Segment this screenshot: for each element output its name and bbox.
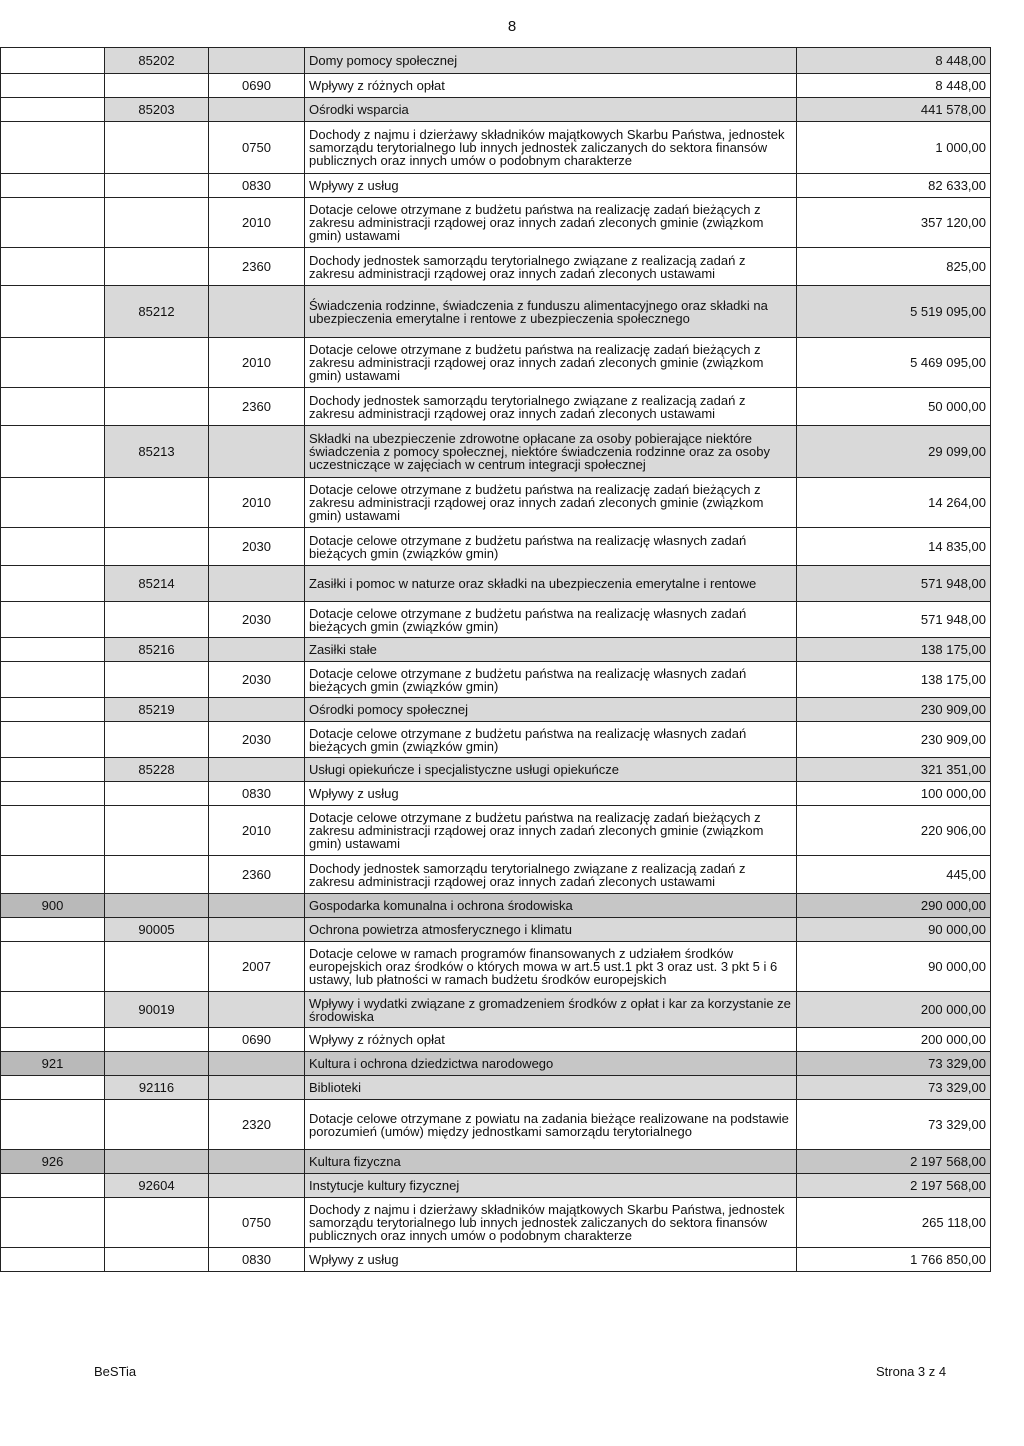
amount-cell: 73 329,00 <box>797 1076 991 1100</box>
paragraf-cell: 2010 <box>209 338 305 388</box>
amount-cell: 29 099,00 <box>797 426 991 478</box>
rozdzial-cell: 85216 <box>105 638 209 662</box>
table-row <box>1 478 991 528</box>
table-row <box>1 662 991 698</box>
amount-cell: 2 197 568,00 <box>797 1174 991 1198</box>
dzial-cell <box>1 1198 105 1248</box>
dzial-cell <box>1 174 105 198</box>
rozdzial-cell <box>105 1028 209 1052</box>
amount-cell: 445,00 <box>797 856 991 894</box>
page-number: 8 <box>507 18 517 35</box>
description-cell: Dotacje celowe otrzymane z budżetu państwa na realizację zadań bieżących z zakresu administracji rządowej oraz innych zadań zleconych gminie (związkom gmin) ustawami <box>305 478 797 528</box>
table-row <box>1 48 991 74</box>
footer-page-indicator: Strona 3 z 4 <box>876 1364 947 1379</box>
dzial-cell <box>1 782 105 806</box>
table-row <box>1 1028 991 1052</box>
table-row <box>1 1198 991 1248</box>
rozdzial-cell: 85214 <box>105 566 209 602</box>
amount-cell: 100 000,00 <box>797 782 991 806</box>
amount-cell: 200 000,00 <box>797 1028 991 1052</box>
dzial-cell <box>1 856 105 894</box>
amount-cell: 8 448,00 <box>797 48 991 74</box>
rozdzial-cell: 90019 <box>105 992 209 1028</box>
description-cell: Dochody jednostek samorządu terytorialnego związane z realizacją zadań z zakresu administracji rządowej oraz innych zadań zleconych ustawami <box>305 248 797 286</box>
dzial-cell <box>1 918 105 942</box>
rozdzial-cell: 85219 <box>105 698 209 722</box>
rozdzial-cell <box>105 1248 209 1272</box>
paragraf-cell: 2010 <box>209 806 305 856</box>
paragraf-cell <box>209 698 305 722</box>
amount-cell: 441 578,00 <box>797 98 991 122</box>
amount-cell: 82 633,00 <box>797 174 991 198</box>
rozdzial-cell <box>105 894 209 918</box>
paragraf-cell: 0750 <box>209 1198 305 1248</box>
dzial-cell <box>1 122 105 174</box>
table-row <box>1 1076 991 1100</box>
table-row <box>1 602 991 638</box>
description-cell: Wpływy i wydatki związane z gromadzeniem środków z opłat i kar za korzystanie ze środowiska <box>305 992 797 1028</box>
description-cell: Dotacje celowe otrzymane z powiatu na zadania bieżące realizowane na podstawie porozumień (umów) między jednostkami samorządu terytorialnego <box>305 1100 797 1150</box>
table-row <box>1 98 991 122</box>
paragraf-cell: 0750 <box>209 122 305 174</box>
dzial-cell <box>1 426 105 478</box>
paragraf-cell: 2010 <box>209 198 305 248</box>
paragraf-cell: 0690 <box>209 1028 305 1052</box>
table-row <box>1 528 991 566</box>
amount-cell: 14 264,00 <box>797 478 991 528</box>
rozdzial-cell: 85228 <box>105 758 209 782</box>
paragraf-cell: 0690 <box>209 74 305 98</box>
paragraf-cell: 2360 <box>209 248 305 286</box>
paragraf-cell <box>209 98 305 122</box>
description-cell: Składki na ubezpieczenie zdrowotne opłacane za osoby pobierające niektóre świadczenia z pomocy społecznej, niektóre świadczenia rodzinne oraz za osoby uczestniczące w zajęciach w centrum integracji społecznej <box>305 426 797 478</box>
description-cell: Kultura fizyczna <box>305 1150 797 1174</box>
amount-cell: 5 519 095,00 <box>797 286 991 338</box>
amount-cell: 90 000,00 <box>797 918 991 942</box>
dzial-cell <box>1 992 105 1028</box>
paragraf-cell: 0830 <box>209 1248 305 1272</box>
description-cell: Biblioteki <box>305 1076 797 1100</box>
description-cell: Dotacje celowe otrzymane z budżetu państwa na realizację własnych zadań bieżących gmin (związków gmin) <box>305 662 797 698</box>
description-cell: Dotacje celowe otrzymane z budżetu państwa na realizację zadań bieżących z zakresu administracji rządowej oraz innych zadań zleconych gminie (związkom gmin) ustawami <box>305 198 797 248</box>
rozdzial-cell <box>105 248 209 286</box>
table-row <box>1 338 991 388</box>
rozdzial-cell: 85213 <box>105 426 209 478</box>
paragraf-cell <box>209 1174 305 1198</box>
description-cell: Domy pomocy społecznej <box>305 48 797 74</box>
paragraf-cell <box>209 918 305 942</box>
budget-table <box>0 47 991 1272</box>
paragraf-cell <box>209 48 305 74</box>
amount-cell: 290 000,00 <box>797 894 991 918</box>
table-row <box>1 426 991 478</box>
amount-cell: 73 329,00 <box>797 1100 991 1150</box>
description-cell: Dochody jednostek samorządu terytorialnego związane z realizacją zadań z zakresu administracji rządowej oraz innych zadań zleconych ustawami <box>305 856 797 894</box>
dzial-cell <box>1 248 105 286</box>
amount-cell: 200 000,00 <box>797 992 991 1028</box>
rozdzial-cell: 92604 <box>105 1174 209 1198</box>
description-cell: Ośrodki wsparcia <box>305 98 797 122</box>
table-row <box>1 1100 991 1150</box>
paragraf-cell: 2030 <box>209 528 305 566</box>
description-cell: Dotacje celowe otrzymane z budżetu państwa na realizację zadań bieżących z zakresu administracji rządowej oraz innych zadań zleconych gminie (związkom gmin) ustawami <box>305 806 797 856</box>
dzial-cell <box>1 662 105 698</box>
rozdzial-cell <box>105 856 209 894</box>
amount-cell: 1 766 850,00 <box>797 1248 991 1272</box>
dzial-cell <box>1 698 105 722</box>
rozdzial-cell <box>105 1150 209 1174</box>
footer-software-name: BeSTia <box>94 1364 137 1379</box>
amount-cell: 357 120,00 <box>797 198 991 248</box>
description-cell: Dotacje celowe otrzymane z budżetu państwa na realizację zadań bieżących z zakresu administracji rządowej oraz innych zadań zleconych gminie (związkom gmin) ustawami <box>305 338 797 388</box>
dzial-cell <box>1 286 105 338</box>
table-row <box>1 198 991 248</box>
dzial-cell: 921 <box>1 1052 105 1076</box>
description-cell: Dotacje celowe w ramach programów finansowanych z udziałem środków europejskich oraz środków o których mowa w art.5 ust.1 pkt 3 oraz ust. 3 pkt 5 i 6 ustawy, lub płatności w ramach budżetu środków europejskich <box>305 942 797 992</box>
paragraf-cell <box>209 426 305 478</box>
amount-cell: 825,00 <box>797 248 991 286</box>
rozdzial-cell <box>105 174 209 198</box>
dzial-cell <box>1 806 105 856</box>
rozdzial-cell <box>105 198 209 248</box>
description-cell: Kultura i ochrona dziedzictwa narodowego <box>305 1052 797 1076</box>
table-row <box>1 1174 991 1198</box>
amount-cell: 73 329,00 <box>797 1052 991 1076</box>
rozdzial-cell <box>105 1198 209 1248</box>
table-row <box>1 1052 991 1076</box>
amount-cell: 230 909,00 <box>797 698 991 722</box>
table-row <box>1 856 991 894</box>
rozdzial-cell <box>105 942 209 992</box>
dzial-cell <box>1 942 105 992</box>
amount-cell: 321 351,00 <box>797 758 991 782</box>
dzial-cell <box>1 98 105 122</box>
paragraf-cell <box>209 566 305 602</box>
table-row <box>1 942 991 992</box>
description-cell: Wpływy z różnych opłat <box>305 1028 797 1052</box>
paragraf-cell <box>209 1076 305 1100</box>
paragraf-cell: 2007 <box>209 942 305 992</box>
table-row <box>1 286 991 338</box>
description-cell: Dotacje celowe otrzymane z budżetu państwa na realizację własnych zadań bieżących gmin (związków gmin) <box>305 722 797 758</box>
amount-cell: 2 197 568,00 <box>797 1150 991 1174</box>
amount-cell: 90 000,00 <box>797 942 991 992</box>
dzial-cell: 900 <box>1 894 105 918</box>
amount-cell: 138 175,00 <box>797 638 991 662</box>
rozdzial-cell <box>105 528 209 566</box>
amount-cell: 571 948,00 <box>797 566 991 602</box>
rozdzial-cell <box>105 722 209 758</box>
paragraf-cell: 2360 <box>209 856 305 894</box>
dzial-cell <box>1 638 105 662</box>
amount-cell: 5 469 095,00 <box>797 338 991 388</box>
dzial-cell <box>1 1174 105 1198</box>
dzial-cell <box>1 602 105 638</box>
rozdzial-cell: 85203 <box>105 98 209 122</box>
description-cell: Wpływy z różnych opłat <box>305 74 797 98</box>
amount-cell: 50 000,00 <box>797 388 991 426</box>
paragraf-cell <box>209 894 305 918</box>
table-row <box>1 388 991 426</box>
table-row <box>1 722 991 758</box>
description-cell: Zasiłki i pomoc w naturze oraz składki na ubezpieczenia emerytalne i rentowe <box>305 566 797 602</box>
dzial-cell <box>1 1248 105 1272</box>
paragraf-cell: 2360 <box>209 388 305 426</box>
table-row <box>1 806 991 856</box>
dzial-cell <box>1 388 105 426</box>
rozdzial-cell: 90005 <box>105 918 209 942</box>
amount-cell: 14 835,00 <box>797 528 991 566</box>
table-row <box>1 174 991 198</box>
rozdzial-cell <box>105 122 209 174</box>
table-row <box>1 566 991 602</box>
rozdzial-cell <box>105 1100 209 1150</box>
rozdzial-cell <box>105 782 209 806</box>
paragraf-cell: 2320 <box>209 1100 305 1150</box>
paragraf-cell: 0830 <box>209 782 305 806</box>
rozdzial-cell: 92116 <box>105 1076 209 1100</box>
description-cell: Wpływy z usług <box>305 1248 797 1272</box>
table-row <box>1 782 991 806</box>
table-row <box>1 248 991 286</box>
description-cell: Ośrodki pomocy społecznej <box>305 698 797 722</box>
dzial-cell <box>1 722 105 758</box>
description-cell: Dotacje celowe otrzymane z budżetu państwa na realizację własnych zadań bieżących gmin (związków gmin) <box>305 528 797 566</box>
dzial-cell <box>1 758 105 782</box>
table-row <box>1 992 991 1028</box>
description-cell: Wpływy z usług <box>305 782 797 806</box>
table-row <box>1 638 991 662</box>
description-cell: Świadczenia rodzinne, świadczenia z funduszu alimentacyjnego oraz składki na ubezpieczenia emerytalne i rentowe z ubezpieczenia społecznego <box>305 286 797 338</box>
amount-cell: 571 948,00 <box>797 602 991 638</box>
dzial-cell <box>1 48 105 74</box>
dzial-cell <box>1 1100 105 1150</box>
rozdzial-cell <box>105 478 209 528</box>
amount-cell: 230 909,00 <box>797 722 991 758</box>
description-cell: Instytucje kultury fizycznej <box>305 1174 797 1198</box>
description-cell: Wpływy z usług <box>305 174 797 198</box>
table-row <box>1 758 991 782</box>
description-cell: Dochody z najmu i dzierżawy składników majątkowych Skarbu Państwa, jednostek samorządu terytorialnego lub innych jednostek zaliczanych do sektora finansów publicznych oraz innych umów o podobnym charakterze <box>305 1198 797 1248</box>
dzial-cell <box>1 1028 105 1052</box>
dzial-cell <box>1 198 105 248</box>
rozdzial-cell <box>105 602 209 638</box>
amount-cell: 265 118,00 <box>797 1198 991 1248</box>
paragraf-cell <box>209 638 305 662</box>
dzial-cell <box>1 478 105 528</box>
paragraf-cell <box>209 1052 305 1076</box>
description-cell: Usługi opiekuńcze i specjalistyczne usługi opiekuńcze <box>305 758 797 782</box>
rozdzial-cell <box>105 662 209 698</box>
dzial-cell: 926 <box>1 1150 105 1174</box>
dzial-cell <box>1 1076 105 1100</box>
dzial-cell <box>1 528 105 566</box>
rozdzial-cell: 85202 <box>105 48 209 74</box>
rozdzial-cell <box>105 338 209 388</box>
rozdzial-cell <box>105 74 209 98</box>
rozdzial-cell <box>105 1052 209 1076</box>
paragraf-cell <box>209 286 305 338</box>
amount-cell: 8 448,00 <box>797 74 991 98</box>
amount-cell: 1 000,00 <box>797 122 991 174</box>
dzial-cell <box>1 74 105 98</box>
table-row <box>1 918 991 942</box>
paragraf-cell: 2030 <box>209 602 305 638</box>
paragraf-cell <box>209 758 305 782</box>
amount-cell: 138 175,00 <box>797 662 991 698</box>
table-row <box>1 1248 991 1272</box>
dzial-cell <box>1 566 105 602</box>
description-cell: Dochody z najmu i dzierżawy składników majątkowych Skarbu Państwa, jednostek samorządu terytorialnego lub innych jednostek zaliczanych do sektora finansów publicznych oraz innych umów o podobnym charakterze <box>305 122 797 174</box>
amount-cell: 220 906,00 <box>797 806 991 856</box>
table-row <box>1 894 991 918</box>
paragraf-cell <box>209 1150 305 1174</box>
paragraf-cell: 0830 <box>209 174 305 198</box>
table-row <box>1 74 991 98</box>
description-cell: Gospodarka komunalna i ochrona środowiska <box>305 894 797 918</box>
description-cell: Zasiłki stałe <box>305 638 797 662</box>
paragraf-cell: 2030 <box>209 722 305 758</box>
dzial-cell <box>1 338 105 388</box>
paragraf-cell: 2030 <box>209 662 305 698</box>
rozdzial-cell: 85212 <box>105 286 209 338</box>
paragraf-cell <box>209 992 305 1028</box>
paragraf-cell: 2010 <box>209 478 305 528</box>
table-row <box>1 122 991 174</box>
description-cell: Dochody jednostek samorządu terytorialnego związane z realizacją zadań z zakresu administracji rządowej oraz innych zadań zleconych ustawami <box>305 388 797 426</box>
description-cell: Dotacje celowe otrzymane z budżetu państwa na realizację własnych zadań bieżących gmin (związków gmin) <box>305 602 797 638</box>
rozdzial-cell <box>105 806 209 856</box>
rozdzial-cell <box>105 388 209 426</box>
table-row <box>1 1150 991 1174</box>
description-cell: Ochrona powietrza atmosferycznego i klimatu <box>305 918 797 942</box>
table-row <box>1 698 991 722</box>
